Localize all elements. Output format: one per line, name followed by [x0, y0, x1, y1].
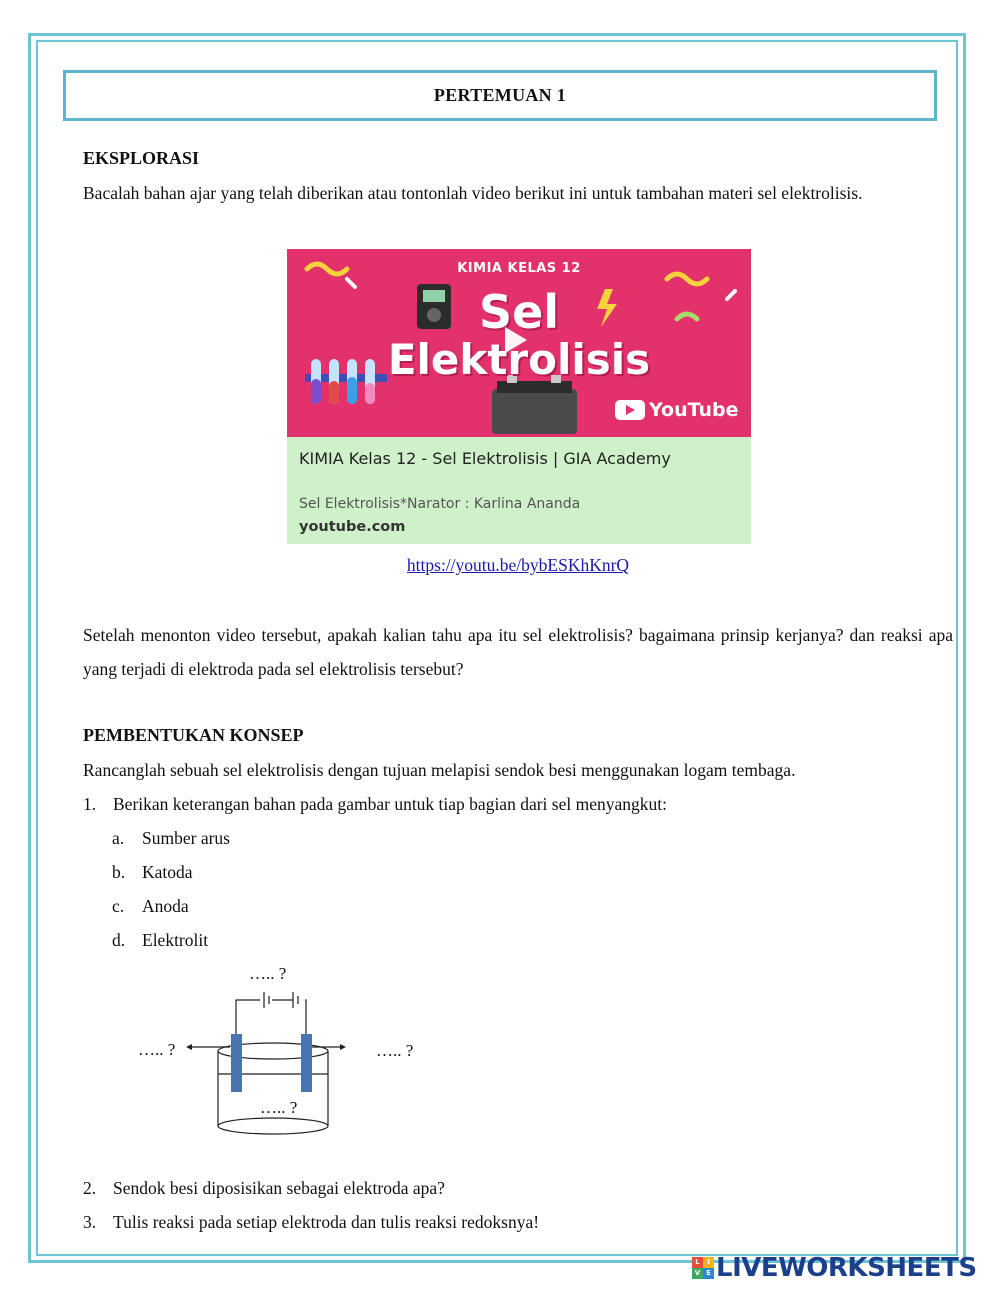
electrode-right [301, 1034, 312, 1092]
question-number: 3. [83, 1212, 97, 1232]
sub-item-letter: a. [112, 828, 125, 848]
label-source: ….. ? [249, 964, 287, 983]
thumbnail-title-line2: Elektrolisis [387, 335, 651, 384]
eksplorasi-question: Setelah menonton video tersebut, apakah kalian tahu apa itu sel elektrolisis? bagaimana prinsip kerjanya? dan reaksi apa yang terjadi di elektroda pada sel elektrolisis tersebut? [83, 625, 953, 679]
sub-item-letter: b. [112, 862, 126, 882]
question-text: Berikan keterangan bahan pada gambar untuk tiap bagian dari sel menyangkut: [113, 794, 667, 814]
wire-left [236, 1000, 260, 1034]
video-subtitle: Sel Elektrolisis*Narator : Karlina Ananda [299, 496, 581, 512]
logo-letter-l: L [692, 1257, 703, 1268]
electrode-left [231, 1034, 242, 1092]
arrow-left [186, 1044, 192, 1050]
liveworksheets-logo-text: LIVEWORKSHEETS [716, 1253, 977, 1283]
sub-item-text: Sumber arus [142, 828, 230, 848]
konsep-intro: Rancanglah sebuah sel elektrolisis dengan tujuan melapisi sendok besi menggunakan logam tembaga. [83, 760, 796, 780]
video-link[interactable]: https://youtu.be/bybESKhKnrQ [406, 555, 630, 575]
sub-item-b [112, 860, 193, 884]
sub-item-text: Elektrolit [142, 930, 209, 950]
eksplorasi-heading: EKSPLORASI [83, 148, 200, 168]
question-1 [83, 792, 667, 816]
question-number: 1. [83, 794, 97, 814]
question-number: 2. [83, 1178, 97, 1198]
logo-letter-e: E [703, 1268, 714, 1279]
play-icon[interactable] [505, 327, 527, 353]
thumbnail-title-line1: Sel [478, 285, 560, 339]
wire-right [305, 1000, 306, 1034]
label-electrolyte: ….. ? [260, 1098, 298, 1117]
logo-letter-v: V [692, 1268, 703, 1279]
electrolysis-cell-diagram [130, 962, 450, 1142]
youtube-play-icon [615, 400, 645, 420]
video-thumbnail-image[interactable] [287, 249, 751, 437]
eksplorasi-paragraph: Bacalah bahan ajar yang telah diberikan atau tontonlah video berikut ini untuk tambahan materi sel elektrolisis. [83, 183, 863, 203]
sub-item-letter: d. [112, 930, 126, 950]
youtube-logo-text: YouTube [649, 399, 739, 421]
arrow-right [340, 1044, 346, 1050]
video-site: youtube.com [299, 519, 406, 535]
konsep-heading: PEMBENTUKAN KONSEP [83, 725, 304, 745]
video-title: KIMIA Kelas 12 - Sel Elektrolisis | GIA Academy [299, 449, 671, 468]
label-left-electrode: ….. ? [138, 1040, 176, 1059]
question-text: Tulis reaksi pada setiap elektroda dan tulis reaksi redoksnya! [113, 1212, 540, 1232]
logo-letter-i: I [703, 1257, 714, 1268]
question-text: Sendok besi diposisikan sebagai elektroda apa? [113, 1178, 445, 1198]
sub-item-c [112, 894, 189, 918]
thumbnail-label: KIMIA KELAS 12 [457, 261, 581, 276]
page-title: PERTEMUAN 1 [63, 70, 937, 121]
sub-item-a [112, 826, 230, 850]
liveworksheets-logo[interactable] [692, 1253, 977, 1283]
beaker-bottom [218, 1118, 328, 1134]
sub-item-letter: c. [112, 896, 125, 916]
youtube-logo [615, 399, 738, 421]
sub-item-text: Katoda [142, 862, 193, 882]
liveworksheets-icon [692, 1257, 714, 1279]
sub-item-text: Anoda [142, 896, 189, 916]
video-thumbnail-card[interactable] [287, 249, 751, 544]
video-info-panel[interactable] [287, 437, 751, 544]
label-right-electrode: ….. ? [376, 1041, 414, 1060]
question-3 [83, 1210, 539, 1234]
sub-item-d [112, 928, 208, 952]
question-2 [83, 1176, 445, 1200]
